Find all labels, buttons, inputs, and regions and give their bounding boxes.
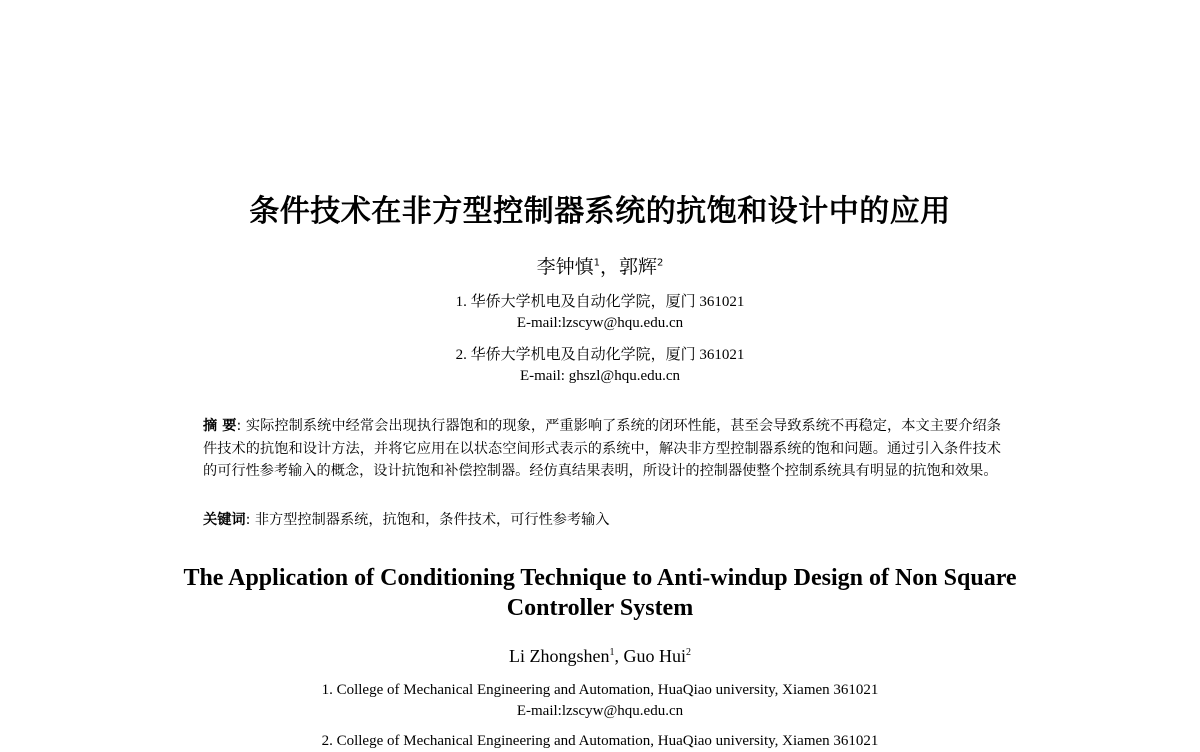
author-name: Li Zhongshen [509, 646, 610, 666]
author-separator: ， [599, 256, 619, 278]
english-authors [0, 646, 1200, 667]
author-name: 李钟慎 [536, 256, 594, 278]
english-affiliation-2 [0, 731, 1200, 752]
affiliation-line: 2. College of Mechanical Engineering and Automation, HuaQiao university, Xiamen 361021 [321, 733, 879, 749]
affiliation-line: 1. College of Mechanical Engineering and Automation, HuaQiao university, Xiamen 361021 [321, 682, 879, 698]
author-affiliation-mark: 1 [609, 647, 615, 658]
affiliation-line: 2. 华侨大学机电及自动化学院，厦门 361021 [455, 347, 745, 363]
chinese-abstract [203, 415, 1001, 483]
author-affiliation-mark: 2 [686, 647, 691, 658]
affiliation-email: E-mail:lzscyw@hqu.edu.cn [516, 315, 684, 331]
author-affiliation-mark: 1 [593, 257, 600, 269]
keywords-label: 关键词 [203, 512, 246, 528]
chinese-authors [0, 252, 1200, 279]
chinese-title: 条件技术在非方型控制器系统的抗饱和设计中的应用 [249, 194, 951, 229]
abstract-label: 摘 要 [203, 418, 237, 434]
chinese-affiliation-2 [0, 345, 1200, 387]
author-affiliation-mark: 2 [657, 257, 664, 269]
affiliation-email: E-mail:lzscyw@hqu.edu.cn [516, 703, 684, 719]
affiliation-email: E-mail: ghszl@hqu.edu.cn [519, 368, 681, 384]
english-title-line: Controller System [506, 595, 694, 621]
chinese-affiliation-1 [0, 292, 1200, 334]
author-name: Guo Hui [623, 646, 686, 666]
english-affiliation-1 [0, 680, 1200, 722]
keywords-text: : 非方型控制器系统，抗饱和，条件技术，可行性参考输入 [245, 512, 610, 528]
chinese-keywords [203, 509, 610, 529]
author-name: 郭辉 [619, 256, 658, 278]
english-title [0, 563, 1200, 623]
abstract-text: : 实际控制系统中经常会出现执行器饱和的现象，严重影响了系统的闭环性能，甚至会导致系统不再稳定，本文主要介绍条件技术的抗饱和设计方法，并将它应用在以状态空间形式表示的系统中，解决非方型控制器系统的饱和问题。通过引入条件技术的可行性参考输入的概念，设计抗饱和补偿控制器。经仿真结果表明，所设计的控制器使整个控制系统具有明显的抗饱和效果。 [203, 418, 1001, 479]
author-separator: , [614, 646, 624, 666]
affiliation-line: 1. 华侨大学机电及自动化学院，厦门 361021 [455, 294, 745, 310]
english-title-line: The Application of Conditioning Technique to Anti-windup Design of Non Square [183, 565, 1017, 591]
